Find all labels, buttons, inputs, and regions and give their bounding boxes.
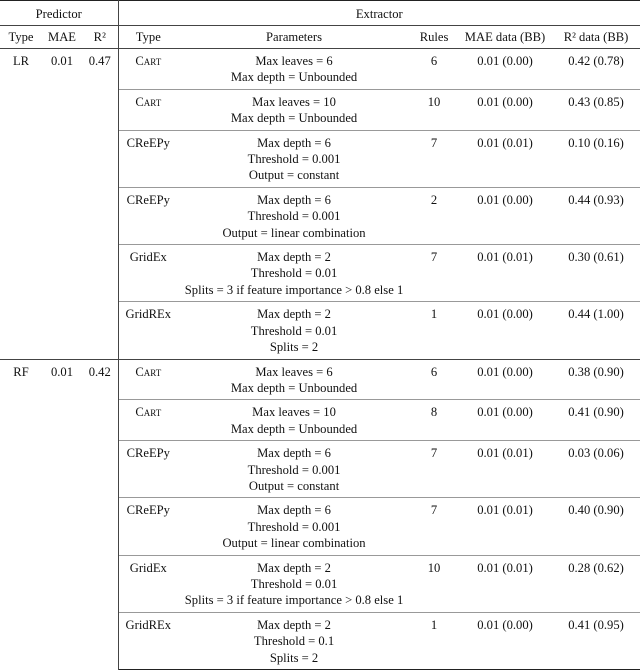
predictor-mae-cell: 0.01 bbox=[50, 54, 74, 68]
mae-data-cell: 0.01 (0.00) bbox=[458, 612, 552, 669]
rules-cell: 1 bbox=[410, 612, 458, 669]
r2-data-cell: 0.41 (0.90) bbox=[552, 400, 640, 441]
predictor-mae-cell: 0.01 bbox=[42, 359, 82, 670]
parameter-line: Splits = 3 if feature importance > 0.8 else 1 bbox=[184, 282, 404, 297]
parameters-cell bbox=[178, 359, 410, 400]
parameter-line: Output = linear combination bbox=[222, 536, 366, 551]
mae-data-cell: 0.01 (0.01) bbox=[458, 245, 552, 302]
predictor-type-cell: LR bbox=[12, 54, 30, 68]
parameters-cell bbox=[178, 441, 410, 498]
parameter-line: Output = constant bbox=[248, 168, 340, 183]
parameters-cell bbox=[178, 245, 410, 302]
predictor-r2-cell: 0.42 bbox=[82, 359, 118, 670]
predictor-r2-header: R² bbox=[82, 26, 118, 49]
parameter-line: Max leaves = 10 bbox=[252, 405, 336, 420]
parameter-line: Threshold = 0.1 bbox=[253, 634, 335, 649]
rules-cell: 10 bbox=[410, 555, 458, 612]
mae-data-cell: 0.01 (0.01) bbox=[458, 441, 552, 498]
parameters-cell bbox=[178, 498, 410, 555]
parameters-cell bbox=[178, 555, 410, 612]
parameter-line: Threshold = 0.001 bbox=[247, 462, 341, 477]
parameters-header: Parameters bbox=[178, 26, 410, 49]
rules-cell: 6 bbox=[410, 359, 458, 400]
extractor-type-cell: Cart bbox=[118, 400, 178, 441]
parameter-line: Max depth = 2 bbox=[257, 250, 331, 265]
extractor-type-header: Type bbox=[118, 26, 178, 49]
mae-data-header: MAE data (BB) bbox=[458, 26, 552, 49]
r2-data-cell: 0.42 (0.78) bbox=[568, 54, 624, 68]
extractor-type-cell: GridREx bbox=[118, 302, 178, 359]
parameter-line: Max depth = 2 bbox=[257, 307, 331, 322]
parameters-cell bbox=[178, 400, 410, 441]
parameter-line: Max leaves = 6 bbox=[255, 54, 333, 68]
parameter-line: Max depth = Unbounded bbox=[230, 70, 358, 85]
parameter-line: Splits = 3 if feature importance > 0.8 else 1 bbox=[184, 593, 404, 608]
predictor-type-cell: RF bbox=[0, 359, 42, 670]
rules-cell: 7 bbox=[410, 441, 458, 498]
table-body bbox=[0, 49, 640, 670]
r2-data-cell: 0.03 (0.06) bbox=[552, 441, 640, 498]
parameter-line: Max depth = Unbounded bbox=[230, 111, 358, 126]
r2-data-cell: 0.41 (0.95) bbox=[552, 612, 640, 669]
extractor-type-cell: Cart bbox=[118, 359, 178, 400]
r2-data-cell: 0.40 (0.90) bbox=[552, 498, 640, 555]
table-row bbox=[0, 49, 640, 90]
mae-data-cell: 0.01 (0.01) bbox=[458, 498, 552, 555]
predictor-mae-header: MAE bbox=[42, 26, 82, 49]
r2-data-cell: 0.30 (0.61) bbox=[552, 245, 640, 302]
parameter-line: Threshold = 0.01 bbox=[250, 576, 338, 591]
parameters-cell bbox=[178, 49, 410, 90]
parameter-line: Splits = 2 bbox=[269, 340, 319, 355]
parameters-cell bbox=[178, 130, 410, 187]
parameter-line: Max depth = Unbounded bbox=[230, 380, 358, 395]
rules-cell: 1 bbox=[410, 302, 458, 359]
extractor-type-cell: GridEx bbox=[118, 245, 178, 302]
predictor-type-header: Type bbox=[0, 26, 42, 49]
parameter-line: Max depth = 6 bbox=[257, 135, 331, 150]
rules-cell: 10 bbox=[410, 89, 458, 130]
rules-cell: 7 bbox=[410, 245, 458, 302]
r2-data-header: R² data (BB) bbox=[552, 26, 640, 49]
parameter-line: Output = linear combination bbox=[222, 225, 366, 240]
mae-data-cell: 0.01 (0.00) bbox=[458, 359, 552, 400]
mae-data-cell: 0.01 (0.00) bbox=[477, 54, 533, 68]
rules-cell: 2 bbox=[410, 187, 458, 244]
r2-data-cell: 0.10 (0.16) bbox=[552, 130, 640, 187]
parameter-line: Threshold = 0.01 bbox=[250, 266, 338, 281]
parameter-line: Max depth = 2 bbox=[257, 560, 331, 575]
parameter-line: Max depth = 6 bbox=[257, 446, 331, 461]
extractor-type-cell: CReEPy bbox=[118, 441, 178, 498]
parameter-line: Threshold = 0.001 bbox=[247, 209, 341, 224]
mae-data-cell: 0.01 (0.00) bbox=[458, 89, 552, 130]
parameters-cell bbox=[178, 89, 410, 130]
r2-data-cell: 0.28 (0.62) bbox=[552, 555, 640, 612]
mae-data-cell: 0.01 (0.00) bbox=[458, 187, 552, 244]
extractor-type-cell: GridREx bbox=[118, 612, 178, 669]
mae-data-cell: 0.01 (0.00) bbox=[458, 400, 552, 441]
table-row bbox=[0, 359, 640, 400]
parameter-line: Output = constant bbox=[248, 478, 340, 493]
parameters-cell bbox=[178, 302, 410, 359]
parameter-line: Threshold = 0.01 bbox=[250, 323, 338, 338]
predictor-group-header: Predictor bbox=[0, 1, 118, 26]
rules-cell: 7 bbox=[410, 130, 458, 187]
parameter-line: Max depth = 6 bbox=[257, 503, 331, 518]
parameters-cell bbox=[178, 612, 410, 669]
parameter-line: Splits = 2 bbox=[269, 650, 319, 665]
predictor-r2-cell: 0.47 bbox=[82, 49, 118, 360]
parameter-line: Threshold = 0.001 bbox=[247, 519, 341, 534]
parameters-cell bbox=[178, 187, 410, 244]
parameter-line: Threshold = 0.001 bbox=[247, 152, 341, 167]
r2-data-cell: 0.44 (1.00) bbox=[552, 302, 640, 359]
rules-header: Rules bbox=[410, 26, 458, 49]
mae-data-cell: 0.01 (0.01) bbox=[458, 130, 552, 187]
mae-data-cell: 0.01 (0.01) bbox=[458, 555, 552, 612]
rules-cell: 6 bbox=[430, 54, 438, 68]
parameter-line: Max leaves = 6 bbox=[255, 364, 333, 379]
mae-data-cell: 0.01 (0.00) bbox=[458, 302, 552, 359]
parameter-line: Max depth = 6 bbox=[257, 192, 331, 207]
extractor-type-cell: Cart bbox=[118, 89, 178, 130]
rules-cell: 8 bbox=[410, 400, 458, 441]
extractor-group-header: Extractor bbox=[118, 1, 640, 26]
extractor-type-cell: CReEPy bbox=[118, 187, 178, 244]
extractor-type-cell: CReEPy bbox=[118, 130, 178, 187]
extractor-type-cell: CReEPy bbox=[118, 498, 178, 555]
parameter-line: Max leaves = 10 bbox=[252, 94, 336, 109]
extractor-type-cell: Cart bbox=[135, 54, 162, 68]
rules-cell: 7 bbox=[410, 498, 458, 555]
r2-data-cell: 0.38 (0.90) bbox=[552, 359, 640, 400]
extractor-type-cell: GridEx bbox=[118, 555, 178, 612]
parameter-line: Max depth = 2 bbox=[257, 617, 331, 632]
parameter-line: Max depth = Unbounded bbox=[230, 421, 358, 436]
r2-data-cell: 0.44 (0.93) bbox=[552, 187, 640, 244]
r2-data-cell: 0.43 (0.85) bbox=[552, 89, 640, 130]
